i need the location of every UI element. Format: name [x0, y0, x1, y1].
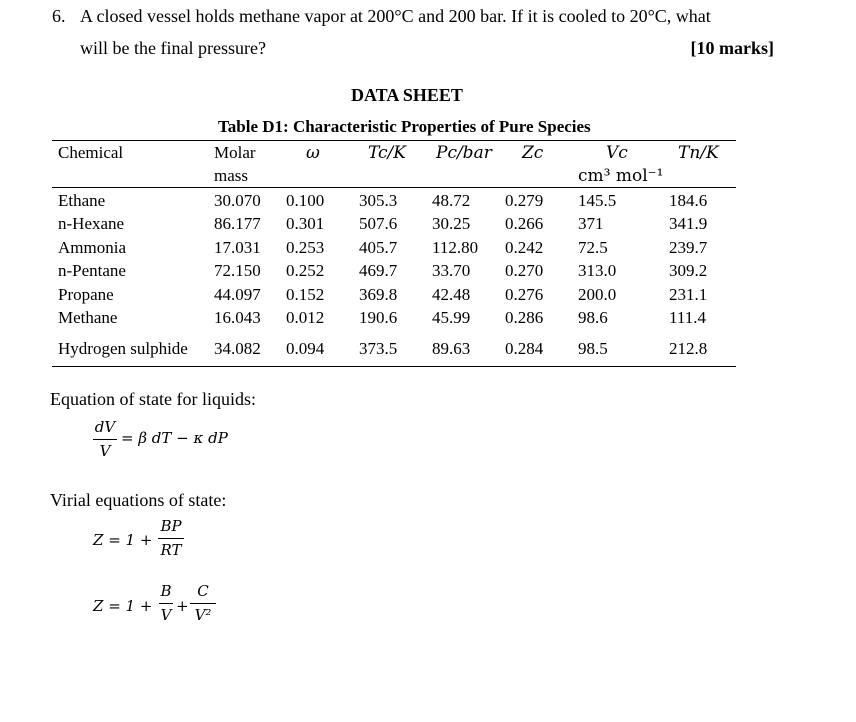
table-cell-vc: 371 — [578, 214, 604, 233]
table-row-name: Ethane — [58, 191, 106, 210]
table-title: Table D1: Characteristic Properties of Pure Species — [218, 117, 591, 136]
table-cell-tn: 239.7 — [669, 238, 708, 257]
table-row-name: Propane — [58, 285, 114, 304]
table-cell-pc: 30.25 — [432, 214, 471, 233]
table-cell-w: 0.094 — [286, 339, 325, 358]
table-row-name: n-Hexane — [58, 214, 125, 233]
table-cell-tn: 184.6 — [669, 191, 708, 210]
virial1-lhs: Z = 1 + — [93, 531, 153, 549]
table-cell-pc: 42.48 — [432, 285, 471, 304]
table-cell-zc: 0.270 — [505, 261, 544, 280]
header-tc: Tc/K — [368, 143, 406, 163]
virial1-numerator: BP — [160, 517, 182, 535]
table-cell-vc: 98.5 — [578, 339, 608, 358]
table-cell-vc: 200.0 — [578, 285, 617, 304]
header-mass: mass — [214, 166, 248, 185]
header-omega: ω — [306, 143, 320, 163]
header-vc-units: cm³ mol⁻¹ — [578, 166, 664, 186]
table-cell-zc: 0.276 — [505, 285, 544, 304]
table-cell-tn: 309.2 — [669, 261, 708, 280]
table-cell-tc: 405.7 — [359, 238, 398, 257]
liquids-eos-denominator: V — [99, 442, 111, 460]
table-cell-pc: 112.80 — [432, 238, 479, 257]
header-vc: Vc — [606, 143, 628, 163]
table-cell-mm: 86.177 — [214, 214, 261, 233]
question-text-line1: A closed vessel holds methane vapor at 200°C and 200 bar. If it is cooled to 20°C, what — [80, 6, 711, 26]
liquids-eos-numerator: dV — [94, 418, 116, 436]
virial2-numerator-2: C — [197, 582, 209, 600]
table-cell-mm: 17.031 — [214, 238, 261, 257]
table-cell-tc: 507.6 — [359, 214, 398, 233]
virial2-plus: + — [176, 597, 189, 615]
virial2-denominator-2: V² — [194, 606, 212, 624]
table-row-name: Hydrogen sulphide — [58, 339, 188, 358]
virial2-lhs: Z = 1 + — [93, 597, 153, 615]
question-number: 6. — [52, 6, 66, 26]
table-cell-w: 0.252 — [286, 261, 325, 280]
header-tn: Tn/K — [678, 143, 719, 163]
table-cell-w: 0.100 — [286, 191, 325, 210]
table-cell-mm: 72.150 — [214, 261, 261, 280]
table-cell-mm: 34.082 — [214, 339, 261, 358]
liquids-eos-rhs: = β dT − κ dP — [121, 429, 228, 447]
table-cell-tn: 231.1 — [669, 285, 708, 304]
table-cell-w: 0.012 — [286, 308, 325, 327]
table-cell-mm: 16.043 — [214, 308, 261, 327]
table-cell-w: 0.301 — [286, 214, 325, 233]
table-cell-pc: 48.72 — [432, 191, 471, 210]
header-pc: Pc/bar — [436, 143, 492, 163]
table-cell-vc: 98.6 — [578, 308, 608, 327]
virial2-fraction-bar-1 — [159, 603, 173, 604]
virial-eos-label: Virial equations of state: — [50, 490, 227, 510]
table-cell-zc: 0.279 — [505, 191, 544, 210]
table-cell-zc: 0.242 — [505, 238, 544, 257]
table-cell-zc: 0.286 — [505, 308, 544, 327]
table-header-rule — [52, 187, 736, 188]
table-cell-tc: 305.3 — [359, 191, 398, 210]
table-cell-mm: 30.070 — [214, 191, 261, 210]
table-cell-pc: 45.99 — [432, 308, 471, 327]
virial2-numerator-1: B — [160, 582, 172, 600]
table-cell-w: 0.253 — [286, 238, 325, 257]
table-cell-tn: 341.9 — [669, 214, 708, 233]
table-cell-vc: 313.0 — [578, 261, 617, 280]
table-cell-zc: 0.284 — [505, 339, 544, 358]
table-cell-vc: 72.5 — [578, 238, 608, 257]
table-row-name: n-Pentane — [58, 261, 126, 280]
table-bottom-rule — [52, 366, 736, 367]
question-marks: [10 marks] — [690, 38, 774, 58]
liquids-eos-label: Equation of state for liquids: — [50, 389, 256, 409]
virial1-denominator: RT — [160, 541, 182, 559]
table-row-name: Ammonia — [58, 238, 126, 257]
virial2-denominator-1: V — [160, 606, 172, 624]
header-chemical: Chemical — [58, 143, 124, 162]
table-cell-tn: 111.4 — [669, 308, 706, 327]
table-cell-pc: 33.70 — [432, 261, 471, 280]
table-cell-w: 0.152 — [286, 285, 325, 304]
virial2-fraction-bar-2 — [190, 603, 216, 604]
liquids-eos-fraction-bar — [93, 439, 117, 440]
table-top-rule — [52, 140, 736, 141]
table-cell-tn: 212.8 — [669, 339, 708, 358]
header-zc: Zc — [522, 143, 544, 163]
data-sheet-heading: DATA SHEET — [351, 85, 463, 105]
table-cell-tc: 373.5 — [359, 339, 398, 358]
table-cell-tc: 469.7 — [359, 261, 398, 280]
table-cell-vc: 145.5 — [578, 191, 617, 210]
table-cell-tc: 369.8 — [359, 285, 398, 304]
virial1-fraction-bar — [158, 538, 184, 539]
header-molar: Molar — [214, 143, 256, 162]
table-cell-zc: 0.266 — [505, 214, 544, 233]
table-cell-pc: 89.63 — [432, 339, 471, 358]
table-cell-tc: 190.6 — [359, 308, 398, 327]
table-cell-mm: 44.097 — [214, 285, 261, 304]
table-row-name: Methane — [58, 308, 118, 327]
question-text-line2: will be the final pressure? — [80, 38, 266, 58]
